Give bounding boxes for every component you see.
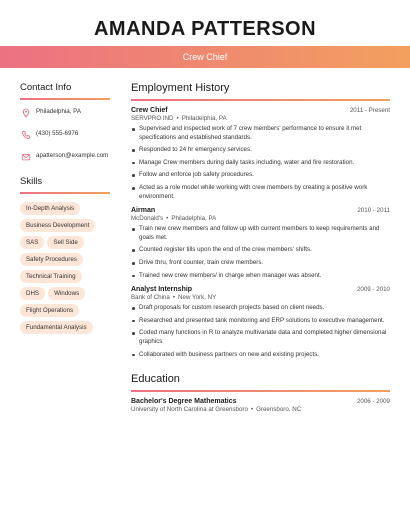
phone-icon (20, 130, 32, 140)
contact-phone-text[interactable]: (430) 555-6976 (36, 130, 79, 137)
skill-chip: SAS (20, 236, 44, 249)
sidebar (20, 82, 110, 338)
skill-chip: Safety Procedures (20, 253, 83, 266)
skill-chip: Fundamental Analysis (20, 321, 93, 334)
separator-dot: • (172, 294, 176, 302)
job-company: Bank of China (131, 294, 170, 302)
job-dates: 2009 - 2010 (356, 286, 390, 294)
contact-email-text[interactable]: apatterson@example.com (36, 152, 109, 159)
main-content (131, 82, 390, 419)
role-banner (0, 46, 410, 68)
school-location: Greensboro, NC (256, 406, 302, 414)
job-dates: 2010 - 2011 (357, 207, 390, 215)
job-bullet: Coded many functions in R to analyze multivariate data and completed higher dimensional graphics (131, 329, 390, 346)
separator-dot: • (176, 115, 179, 122)
job-title: Airman (131, 207, 156, 215)
job-entry (131, 107, 390, 201)
job-company: McDonald's (131, 215, 164, 223)
contact-section-title: Contact Info (20, 82, 72, 93)
education-dates: 2006 - 2009 (356, 398, 390, 406)
skill-chip: Sell Side (47, 236, 83, 249)
contact-phone (20, 130, 110, 140)
job-title: Analyst Internship (131, 286, 193, 294)
envelope-icon (20, 152, 32, 162)
contact-email (20, 152, 110, 162)
job-entry (131, 286, 390, 359)
skill-chip: DHS (20, 287, 45, 300)
role-title: Crew Chief (182, 52, 228, 62)
contact-location-text: Philadelphia, PA (36, 108, 81, 115)
section-divider (131, 390, 390, 392)
job-bullet: Researched and presented tank monitoring and ERP solutions to executive management. (131, 317, 390, 326)
degree-title: Bachelor's Degree Mathematics (131, 398, 237, 406)
job-bullet: Train new crew members and follow up with current members to keep requirements and goals met. (131, 225, 390, 242)
job-company: SERVPRO IND (131, 115, 174, 122)
education-section-title: Education (131, 373, 180, 386)
job-location: Philadelphia, PA (171, 215, 217, 223)
job-bullets (131, 225, 390, 280)
job-bullet: Follow and enforce job safety procedures. (131, 171, 390, 180)
education-section (131, 373, 390, 413)
employment-section-title: Employment History (131, 82, 230, 94)
location-pin-icon (20, 108, 32, 118)
job-company-line (131, 294, 390, 301)
resume-name: AMANDA PATTERSON (93, 18, 317, 40)
skill-chip: Windows (48, 287, 85, 300)
skill-chip: In-Depth Analysis (20, 202, 80, 215)
skill-chip: Business Development (20, 219, 95, 232)
job-bullet: Draft proposals for custom research projects based on client needs. (131, 304, 390, 313)
skill-chip: Technical Training (20, 270, 82, 283)
job-company-line (131, 215, 390, 222)
section-divider (20, 98, 110, 100)
job-location: Philadelphia, PA (181, 115, 227, 122)
job-bullet: Supervised and inspected work of 7 crew members' performance to ensure it met specifications and established standards. (131, 125, 390, 142)
school-name: University of North Carolina at Greensboro (131, 406, 248, 414)
skills-list (20, 202, 110, 338)
separator-dot: • (166, 215, 169, 223)
job-dates: 2011 - Present (349, 107, 390, 114)
section-divider (20, 192, 110, 194)
job-title: Crew Chief (131, 107, 168, 114)
job-bullet: Trained new crew members/ in charge when manager was absent. (131, 272, 390, 281)
section-divider (131, 99, 390, 101)
skills-section (20, 176, 110, 338)
job-bullets (131, 304, 390, 359)
job-bullet: Collaborated with business partners on new and existing projects. (131, 351, 390, 360)
skills-section-title: Skills (20, 176, 43, 187)
separator-dot: • (250, 406, 254, 414)
job-bullet: Responded to 24 hr emergency services. (131, 146, 390, 155)
contact-location (20, 108, 110, 118)
job-bullet: Drive thru, front counter, train crew members. (131, 259, 390, 268)
job-bullet: Counted register tills upon the end of the crew members' shifts. (131, 246, 390, 255)
school-line (131, 406, 390, 413)
job-company-line (131, 115, 390, 122)
education-entry (131, 398, 390, 413)
job-bullet: Manage Crew members during daily tasks including, water and fire restoration. (131, 159, 390, 168)
job-entry (131, 207, 390, 280)
job-bullet: Acted as a role model while working with crew members by creating a positive work environment. (131, 184, 390, 201)
skill-chip: Flight Operations (20, 304, 79, 317)
job-bullets (131, 125, 390, 201)
job-location: New York, NY (178, 294, 217, 302)
